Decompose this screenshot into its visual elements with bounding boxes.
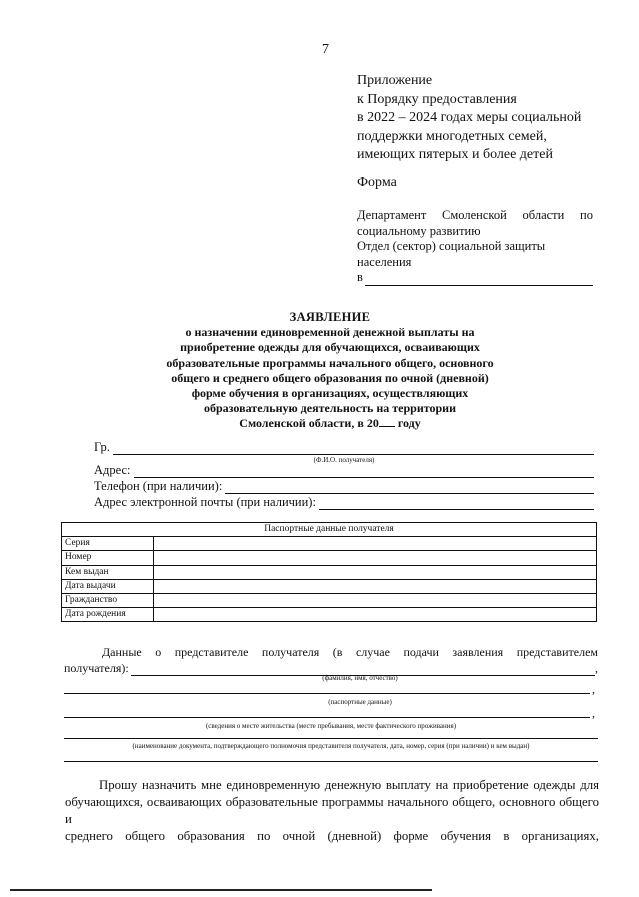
representative-passport-field[interactable] [64, 693, 590, 694]
comma: , [592, 682, 595, 696]
passport-row-value[interactable] [154, 565, 597, 579]
applicant-email-row [94, 495, 594, 510]
applicant-address-label: Адрес: [94, 463, 131, 477]
representative-intro-line2: получателя): [64, 661, 129, 675]
department-line: Департамент Смоленской области по [357, 208, 593, 222]
applicant-name-row [94, 440, 594, 455]
applicant-name-field[interactable] [113, 443, 594, 455]
passport-row-label: Гражданство [62, 593, 154, 607]
passport-row-value[interactable] [154, 537, 597, 551]
passport-row-label: Дата выдачи [62, 579, 154, 593]
applicant-phone-field[interactable] [225, 482, 594, 494]
comma: , [595, 661, 598, 675]
department-line: социальному развитию [357, 223, 481, 238]
table-row [62, 593, 597, 607]
request-line: среднего общего образования по очной (дневной) форме обучения в организациях, [65, 829, 599, 843]
representative-document-caption: (наименование документа, подтверждающего полномочия представителя получателя, дата, номер, серия (при наличии) и кем выдан) [132, 742, 530, 750]
form-label: Форма [357, 175, 397, 190]
table-row [62, 608, 597, 622]
representative-residence-caption: (сведения о месте жительства (месте пребывания, месте фактического проживания) [205, 722, 457, 730]
comma: , [592, 706, 595, 720]
request-line: обучающихся, осваивающих образовательные программы начального общего, основного общего и [65, 795, 599, 826]
department-in-row [357, 270, 593, 286]
request-paragraph [65, 777, 599, 845]
representative-block [64, 644, 598, 676]
applicant-name-caption: (Ф.И.О. получателя) [313, 456, 375, 464]
title-year-suffix: году [397, 416, 421, 431]
appendix-line: в 2022 – 2024 годах меры социальной [357, 110, 582, 125]
table-row [62, 551, 597, 565]
passport-row-value[interactable] [154, 593, 597, 607]
table-row [62, 565, 597, 579]
applicant-address-row [94, 463, 594, 478]
appendix-line: Приложение [357, 73, 433, 88]
title-line: о назначении единовременной денежной выплаты на [185, 325, 475, 340]
table-row [62, 537, 597, 551]
representative-fio-caption: (фамилия, имя, отчество) [322, 674, 398, 682]
title-year-line [60, 416, 600, 431]
department-line: населения [357, 254, 412, 269]
representative-passport-caption: (паспортные данные) [328, 698, 392, 706]
appendix-line: имеющих пятерых и более детей [357, 147, 553, 162]
department-line: Отдел (сектор) социальной защиты [357, 239, 546, 253]
appendix-line: поддержки многодетных семей, [357, 128, 547, 144]
passport-row-label: Дата рождения [62, 608, 154, 622]
year-blank[interactable] [379, 416, 395, 427]
title-main: ЗАЯВЛЕНИЕ [289, 310, 371, 324]
title-line: форме обучения в организациях, осуществляющих [191, 386, 469, 401]
representative-intro-line: Данные о представителе получателя (в случае подачи заявления представителем [102, 645, 598, 659]
title-line: образовательную деятельность на территории [204, 401, 456, 416]
applicant-address-field[interactable] [134, 466, 594, 478]
title-line: приобретение одежды для обучающихся, осваивающих [180, 340, 480, 355]
passport-row-label: Кем выдан [62, 565, 154, 579]
department-addressee [357, 208, 593, 286]
passport-row-label: Номер [62, 551, 154, 565]
department-in-prefix: в [357, 270, 363, 284]
department-in-blank[interactable] [365, 273, 593, 286]
passport-row-label: Серия [62, 537, 154, 551]
title-line: образовательные программы начального общего, основного [166, 355, 494, 370]
applicant-email-field[interactable] [319, 498, 594, 510]
applicant-phone-row [94, 479, 594, 494]
applicant-email-label: Адрес электронной почты (при наличии): [94, 495, 316, 509]
applicant-name-label: Гр. [94, 440, 110, 454]
applicant-phone-label: Телефон (при наличии): [94, 479, 223, 493]
passport-row-value[interactable] [154, 551, 597, 565]
page-bottom-rule [10, 889, 432, 891]
passport-row-value[interactable] [154, 608, 597, 622]
appendix-line: к Порядку предоставления [357, 91, 517, 107]
document-title [60, 310, 600, 432]
title-year-prefix: Смоленской области, в 20 [239, 416, 379, 431]
passport-table-header: Паспортные данные получателя [62, 523, 597, 537]
representative-residence-field[interactable] [64, 717, 590, 718]
appendix-header [357, 72, 581, 165]
representative-document-field[interactable] [64, 738, 598, 739]
passport-row-value[interactable] [154, 579, 597, 593]
title-line: общего и среднего общего образования по очной (дневной) [171, 370, 489, 385]
representative-extra-field[interactable] [64, 761, 598, 762]
page-number: 7 [322, 42, 329, 57]
table-row [62, 579, 597, 593]
request-line: Прошу назначить мне единовременную денежную выплату на приобретение одежды для [99, 778, 599, 792]
passport-table [61, 522, 597, 622]
